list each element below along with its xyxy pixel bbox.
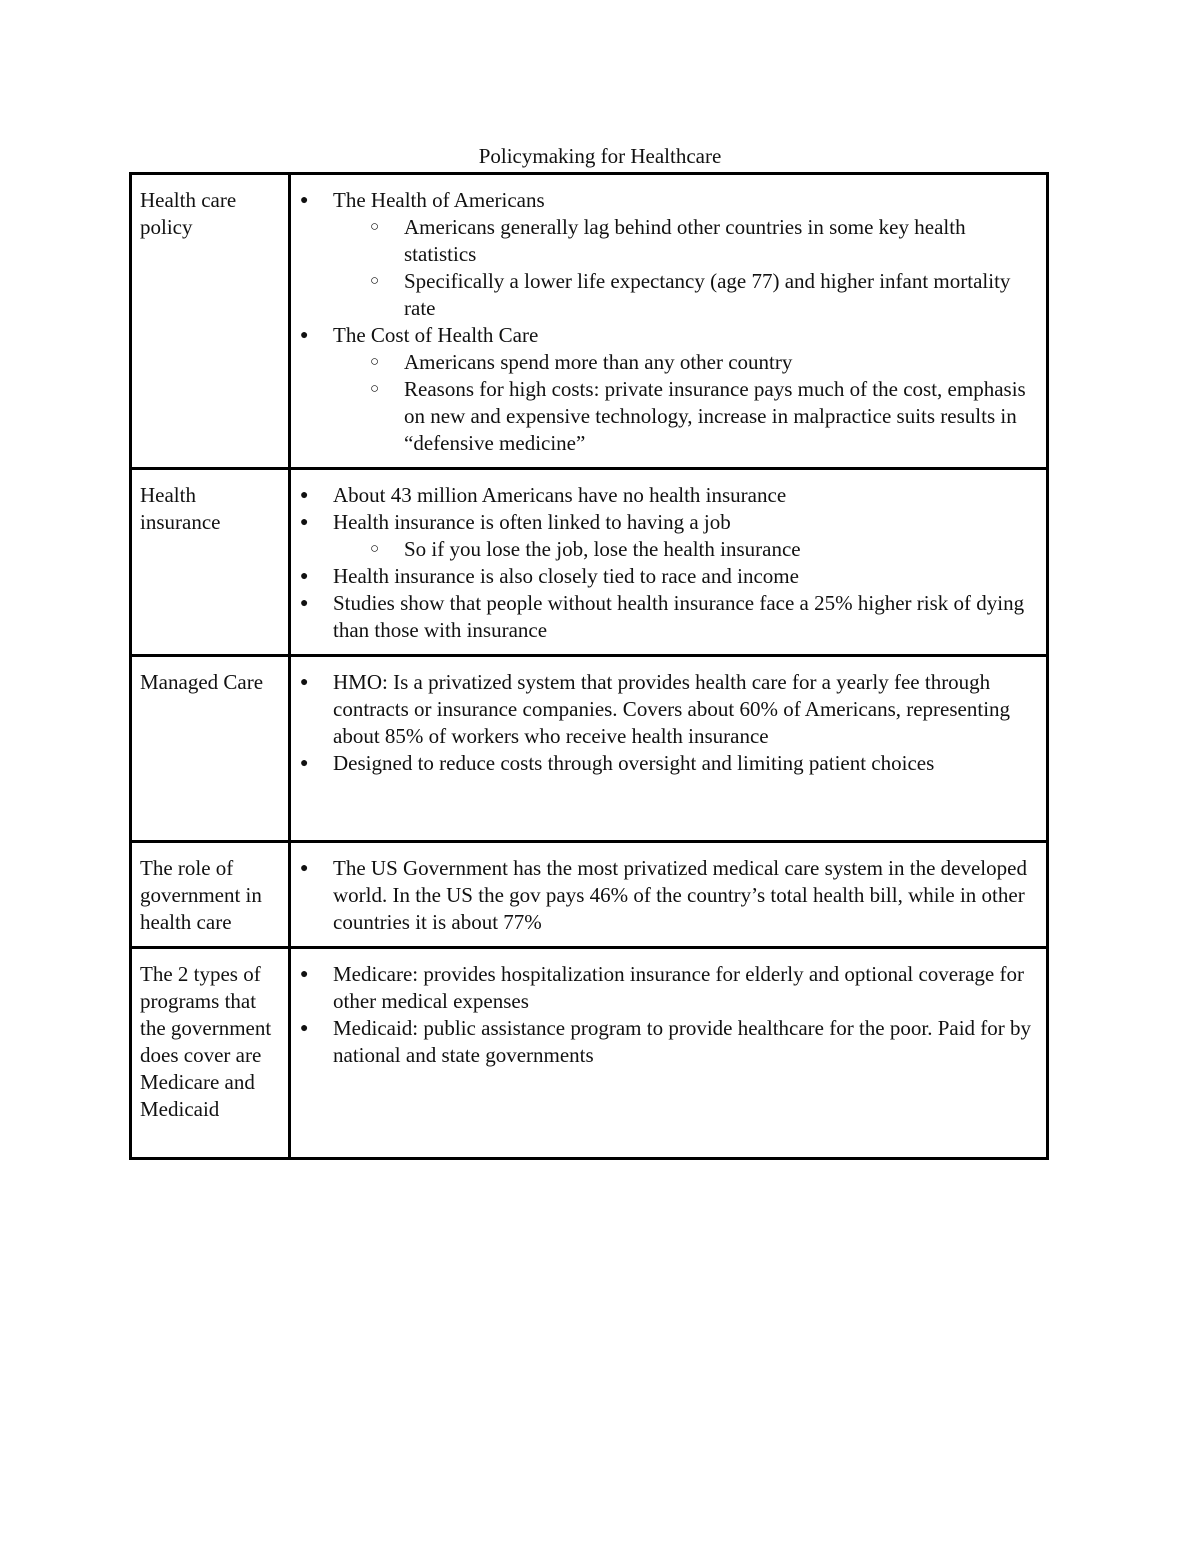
- bullet-icon: ●: [300, 569, 309, 584]
- list-item: [299, 482, 1038, 509]
- list-item: [299, 961, 1038, 1015]
- page-title: Policymaking for Healthcare: [478, 144, 722, 168]
- hollow-bullet-icon: ○: [370, 219, 380, 235]
- bullet-icon: ●: [300, 193, 309, 208]
- list-item-text: Health insurance is also closely tied to race and income: [333, 564, 799, 588]
- list-item: [299, 855, 1038, 936]
- list-item: [299, 669, 1038, 750]
- list-item-text: Studies show that people without health insurance face a 25% higher risk of dying than those with insurance: [333, 591, 1025, 642]
- list-item: [299, 750, 1038, 777]
- list-item: [299, 509, 1038, 563]
- table-row: [131, 948, 1048, 1159]
- table-row: [131, 656, 1048, 842]
- list-item-text: Health insurance is often linked to having a job: [333, 510, 731, 534]
- table-row: [131, 174, 1048, 469]
- row-content: [290, 469, 1048, 656]
- row-label: Health insurance: [131, 469, 290, 656]
- hollow-bullet-icon: ○: [370, 354, 380, 370]
- sub-list-item-text: Americans spend more than any other country: [404, 350, 793, 374]
- table-row: [131, 842, 1048, 948]
- bullet-icon: ●: [300, 596, 309, 611]
- list-item: [299, 590, 1038, 644]
- bullet-icon: ●: [300, 967, 309, 982]
- list-item: [299, 187, 1038, 322]
- sub-list-item: [369, 376, 1038, 457]
- sub-list-item: [369, 536, 1038, 563]
- row-label: Health care policy: [131, 174, 290, 469]
- list-item-text: Designed to reduce costs through oversight and limiting patient choices: [333, 751, 935, 775]
- bullet-icon: ●: [300, 861, 309, 876]
- sub-list-item: [369, 214, 1038, 268]
- list-item-text: About 43 million Americans have no health insurance: [333, 483, 787, 507]
- hollow-bullet-icon: ○: [370, 381, 380, 397]
- sub-list-item-text: Specifically a lower life expectancy (age 77) and higher infant mortality rate: [404, 269, 1011, 320]
- bullet-icon: ●: [300, 675, 309, 690]
- bullet-icon: ●: [300, 756, 309, 771]
- list-item-text: The Health of Americans: [333, 188, 545, 212]
- list-item-text: The Cost of Health Care: [333, 323, 539, 347]
- bullet-icon: ●: [300, 328, 309, 343]
- list-item-text: Medicare: provides hospitalization insurance for elderly and optional coverage for other medical expenses: [333, 962, 1024, 1013]
- list-item: [299, 563, 1038, 590]
- row-label: Managed Care: [131, 656, 290, 842]
- bullet-icon: ●: [300, 1021, 309, 1036]
- hollow-bullet-icon: ○: [370, 541, 380, 557]
- row-label: The role of government in health care: [131, 842, 290, 948]
- hollow-bullet-icon: ○: [370, 273, 380, 289]
- row-content: [290, 656, 1048, 842]
- list-item: [299, 322, 1038, 457]
- bullet-icon: ●: [300, 488, 309, 503]
- row-label: The 2 types of programs that the government does cover are Medicare and Medicaid: [131, 948, 290, 1159]
- sub-list-item-text: Reasons for high costs: private insurance pays much of the cost, emphasis on new and expensive technology, increase in malpractice suits results in “defensive medicine”: [404, 377, 1026, 455]
- list-item-text: The US Government has the most privatized medical care system in the developed world. In the US the gov pays 46% of the country’s total health bill, while in other countries it is about 77%: [333, 856, 1027, 934]
- sub-list-item: [369, 268, 1038, 322]
- list-item: [299, 1015, 1038, 1069]
- sub-list-item-text: Americans generally lag behind other countries in some key health statistics: [404, 215, 966, 266]
- row-content: [290, 948, 1048, 1159]
- table-row: [131, 469, 1048, 656]
- sub-list-item: [369, 349, 1038, 376]
- list-item-text: Medicaid: public assistance program to provide healthcare for the poor. Paid for by national and state governments: [333, 1016, 1032, 1067]
- notes-table: [129, 172, 1049, 1160]
- row-content: [290, 174, 1048, 469]
- bullet-icon: ●: [300, 515, 309, 530]
- row-content: [290, 842, 1048, 948]
- list-item-text: HMO: Is a privatized system that provides health care for a yearly fee through contracts or insurance companies. Covers about 60% of Americans, representing about 85% of workers who receive health insurance: [333, 670, 1011, 748]
- sub-list-item-text: So if you lose the job, lose the health insurance: [404, 537, 801, 561]
